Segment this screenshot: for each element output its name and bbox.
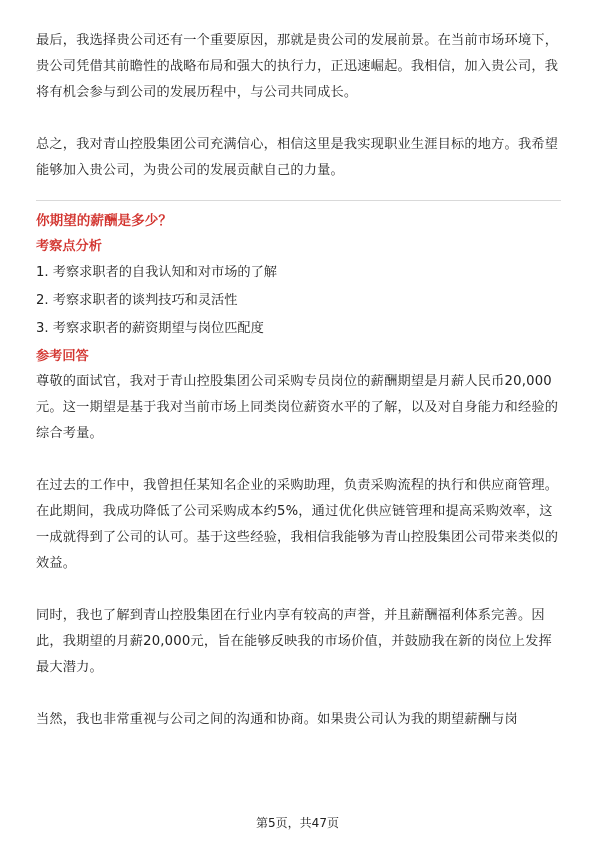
intro-paragraph-1: 最后，我选择贵公司还有一个重要原因，那就是贵公司的发展前景。在当前市场环境下，贵公司凭借其前瞻性的战略布局和强大的执行力，正迅速崛起。我相信，加入贵公司，我将有机会参与到公司的发展历程中，与公司共同成长。: [36, 33, 559, 100]
answer-paragraph-1: 尊敬的面试官，我对于青山控股集团公司采购专员岗位的薪酬期望是月薪人民币20,000元。这一期望是基于我对当前市场上同类岗位薪资水平的了解，以及对自身能力和经验的综合考量。: [36, 374, 559, 441]
spacer: [36, 447, 561, 473]
answer-heading: 参考回答: [36, 349, 89, 364]
question-title: 你期望的薪酬是多少？: [36, 213, 172, 229]
document-page: [36, 28, 561, 733]
section-divider: [36, 200, 561, 201]
analysis-item-1: 1. 考察求职者的自我认知和对市场的了解: [36, 265, 277, 280]
analysis-item-2: 2. 考察求职者的谈判技巧和灵活性: [36, 293, 238, 308]
analysis-item-3: 3. 考察求职者的薪资期望与岗位匹配度: [36, 321, 264, 336]
page-number: 第5页，共47页: [256, 816, 339, 830]
spacer: [36, 106, 561, 132]
analysis-list: [36, 259, 561, 343]
spacer: [36, 681, 561, 707]
answer-paragraph-4: 当然，我也非常重视与公司之间的沟通和协商。如果贵公司认为我的期望薪酬与岗: [36, 712, 518, 727]
analysis-heading: 考察点分析: [36, 239, 102, 254]
intro-paragraph-2: 总之，我对青山控股集团公司充满信心，相信这里是我实现职业生涯目标的地方。我希望能够加入贵公司，为贵公司的发展贡献自己的力量。: [36, 137, 559, 178]
spacer: [36, 577, 561, 603]
answer-paragraph-2: 在过去的工作中，我曾担任某知名企业的采购助理，负责采购流程的执行和供应商管理。在此期间，我成功降低了公司采购成本约5%，通过优化供应链管理和提高采购效率，这一成就得到了公司的认可。基于这些经验，我相信我能够为青山控股集团公司带来类似的效益。: [36, 478, 559, 571]
answer-paragraph-3: 同时，我也了解到青山控股集团在行业内享有较高的声誉，并且薪酬福利体系完善。因此，我期望的月薪20,000元，旨在能够反映我的市场价值，并鼓励我在新的岗位上发挥最大潜力。: [36, 608, 552, 675]
